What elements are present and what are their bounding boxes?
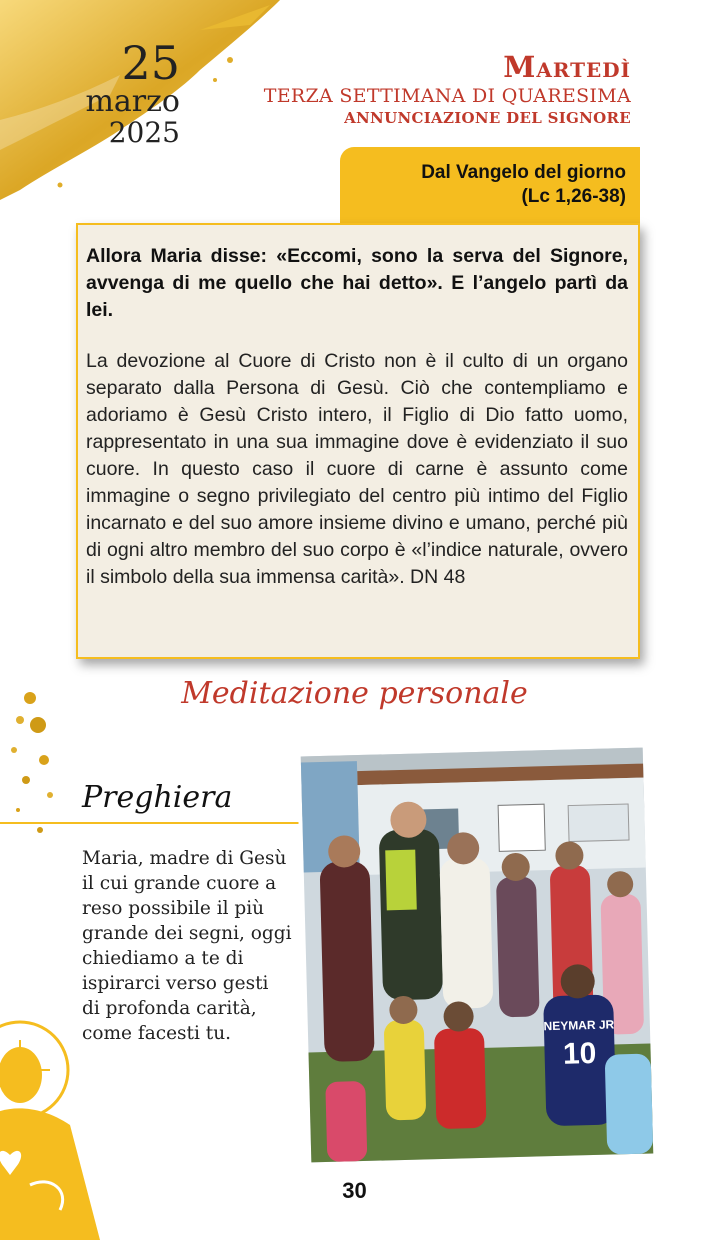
- liturgical-week: TERZA SETTIMANA DI QUARESIMA: [263, 85, 631, 107]
- date-year: 2025: [108, 116, 180, 149]
- jersey-text: NEYMAR JR: [543, 1017, 615, 1034]
- gospel-reflection: La devozione al Cuore di Cristo non è il culto di un organo separato dalla Persona di Gesù. Ciò che contempliamo e adoriamo è Gesù Cristo intero, il Figlio di Dio fatto uomo, rappresentato in una sua immagine dove è evidenziato il suo cuore. In questo caso il cuore di carne è assunto come immagine o segno privilegiato del centro più intimo del Figlio incarnato e del suo amore insieme divino e umano, perché più di ogni altro membro del suo corpo è «l’indice naturale, ovvero il simbolo della sua immensa carità». DN 48: [86, 350, 628, 588]
- meditation-title: Meditazione personale: [181, 676, 528, 711]
- date-block: [40, 36, 180, 149]
- date-month: marzo: [85, 84, 180, 119]
- gospel-tab-title: Dal Vangelo del giorno: [421, 162, 626, 183]
- gospel-box: [76, 223, 640, 659]
- prayer-text: Maria, madre di Gesù il cui grande cuore a reso possibile il più grande dei segni, oggi chiediamo a te di ispirarci verso gesti di profonda carità, come facesti tu.: [82, 848, 292, 1044]
- group-photo: [297, 743, 658, 1166]
- gold-dots-decoration: [0, 680, 80, 840]
- prayer-title: Preghiera: [82, 780, 233, 815]
- gospel-quote: Allora Maria disse: «Eccomi, sono la serva del Signore, avvenga di me quello che hai detto». E l’angelo partì da lei.: [86, 245, 628, 321]
- weekday-title: Martedì: [503, 50, 631, 84]
- page-number: 30: [342, 1178, 367, 1203]
- gospel-reference: (Lc 1,26-38): [521, 186, 626, 207]
- feast-name: ANNUNCIAZIONE DEL SIGNORE: [344, 109, 631, 127]
- day-header: [264, 50, 631, 128]
- gospel-tab: [340, 147, 640, 225]
- jersey-number: 10: [562, 1036, 597, 1071]
- sacred-heart-icon: [0, 1015, 104, 1240]
- date-day: 25: [121, 36, 180, 90]
- prayer-divider: [0, 822, 300, 824]
